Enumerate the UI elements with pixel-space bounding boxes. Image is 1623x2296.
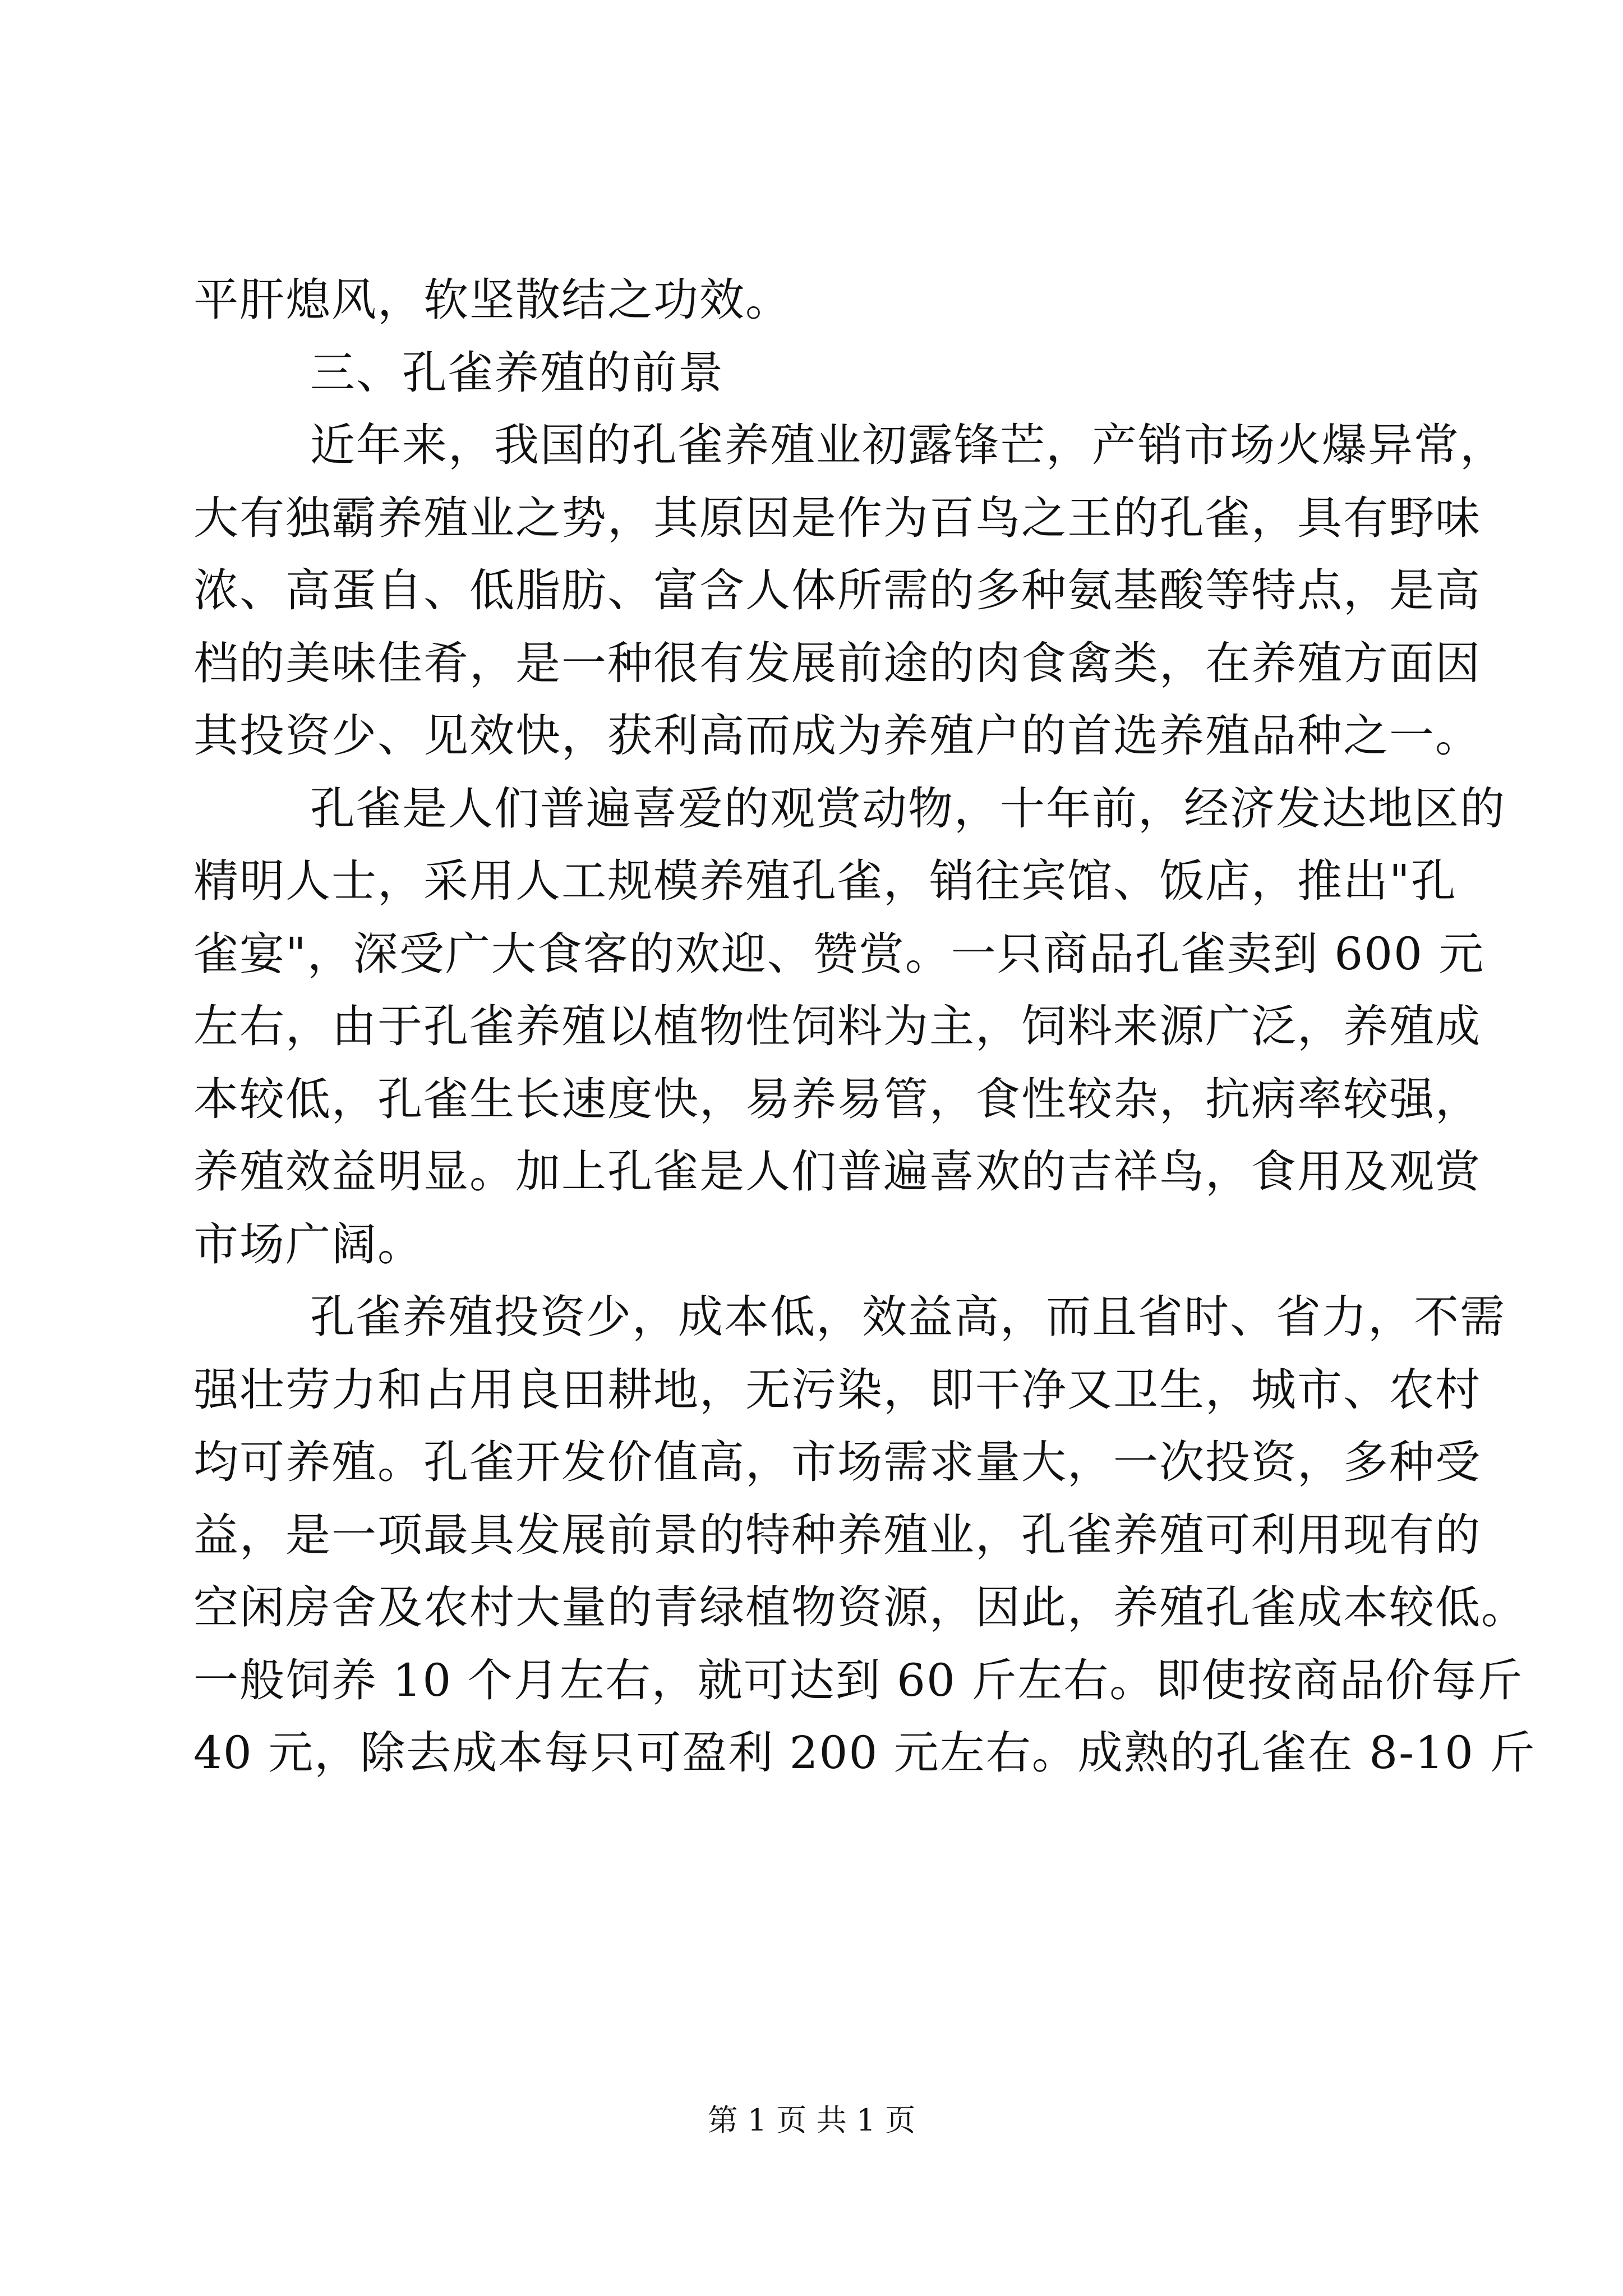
text-line: 40 元，除去成本每只可盈利 200 元左右。成熟的孔雀在 8-10 斤 bbox=[193, 1727, 1536, 1779]
text-line: 浓、高蛋自、低脂肪、富含人体所需的多种氨基酸等特点，是高 bbox=[193, 564, 1481, 616]
paragraph-first-line: 近年来，我国的孔雀养殖业初露锋芒，产销市场火爆异常， bbox=[310, 419, 1506, 471]
text-line: 一般饲养 10 个月左右，就可达到 60 斤左右。即使按商品价每斤 bbox=[193, 1654, 1524, 1706]
text-line: 精明人士，采用人工规模养殖孔雀，销往宾馆、饭店，推出"孔 bbox=[193, 855, 1457, 907]
section-heading: 三、孔雀养殖的前景 bbox=[310, 346, 724, 399]
text-line: 平肝熄风，软坚散结之功效。 bbox=[193, 274, 791, 326]
text-line: 益，是一项最具发展前景的特种养殖业，孔雀养殖可利用现有的 bbox=[193, 1508, 1481, 1561]
document-body bbox=[193, 264, 1536, 1789]
text-line: 市场广阔。 bbox=[193, 1218, 423, 1271]
text-line: 大有独霸养殖业之势，其原因是作为百鸟之王的孔雀，具有野味 bbox=[193, 491, 1481, 544]
text-line: 强壮劳力和占用良田耕地，无污染，即干净又卫生，城市、农村 bbox=[193, 1363, 1481, 1416]
paragraph-first-line: 孔雀是人们普遍喜爱的观赏动物，十年前，经济发达地区的 bbox=[310, 782, 1506, 835]
text-line: 均可养殖。孔雀开发价值高，市场需求量大，一次投资，多种受 bbox=[193, 1436, 1481, 1488]
text-line: 雀宴"，深受广大食客的欢迎、赞赏。一只商品孔雀卖到 600 元 bbox=[193, 927, 1485, 980]
text-line: 其投资少、见效快，获利高而成为养殖户的首选养殖品种之一。 bbox=[193, 710, 1481, 762]
text-line: 养殖效益明显。加上孔雀是人们普遍喜欢的吉祥鸟，食用及观赏 bbox=[193, 1145, 1481, 1198]
paragraph-first-line: 孔雀养殖投资少，成本低，效益高，而且省时、省力，不需 bbox=[310, 1291, 1506, 1343]
text-line: 档的美味佳肴，是一种很有发展前途的肉食禽类，在养殖方面因 bbox=[193, 637, 1481, 689]
text-line: 本较低，孔雀生长速度快，易养易管，食性较杂，抗病率较强， bbox=[193, 1073, 1481, 1125]
text-line: 左右，由于孔雀养殖以植物性饲料为主，饲料来源广泛，养殖成 bbox=[193, 1000, 1481, 1052]
page-number-footer: 第 1 页 共 1 页 bbox=[707, 2102, 916, 2138]
text-line: 空闲房舍及农村大量的青绿植物资源，因此，养殖孔雀成本较低。 bbox=[193, 1581, 1527, 1634]
